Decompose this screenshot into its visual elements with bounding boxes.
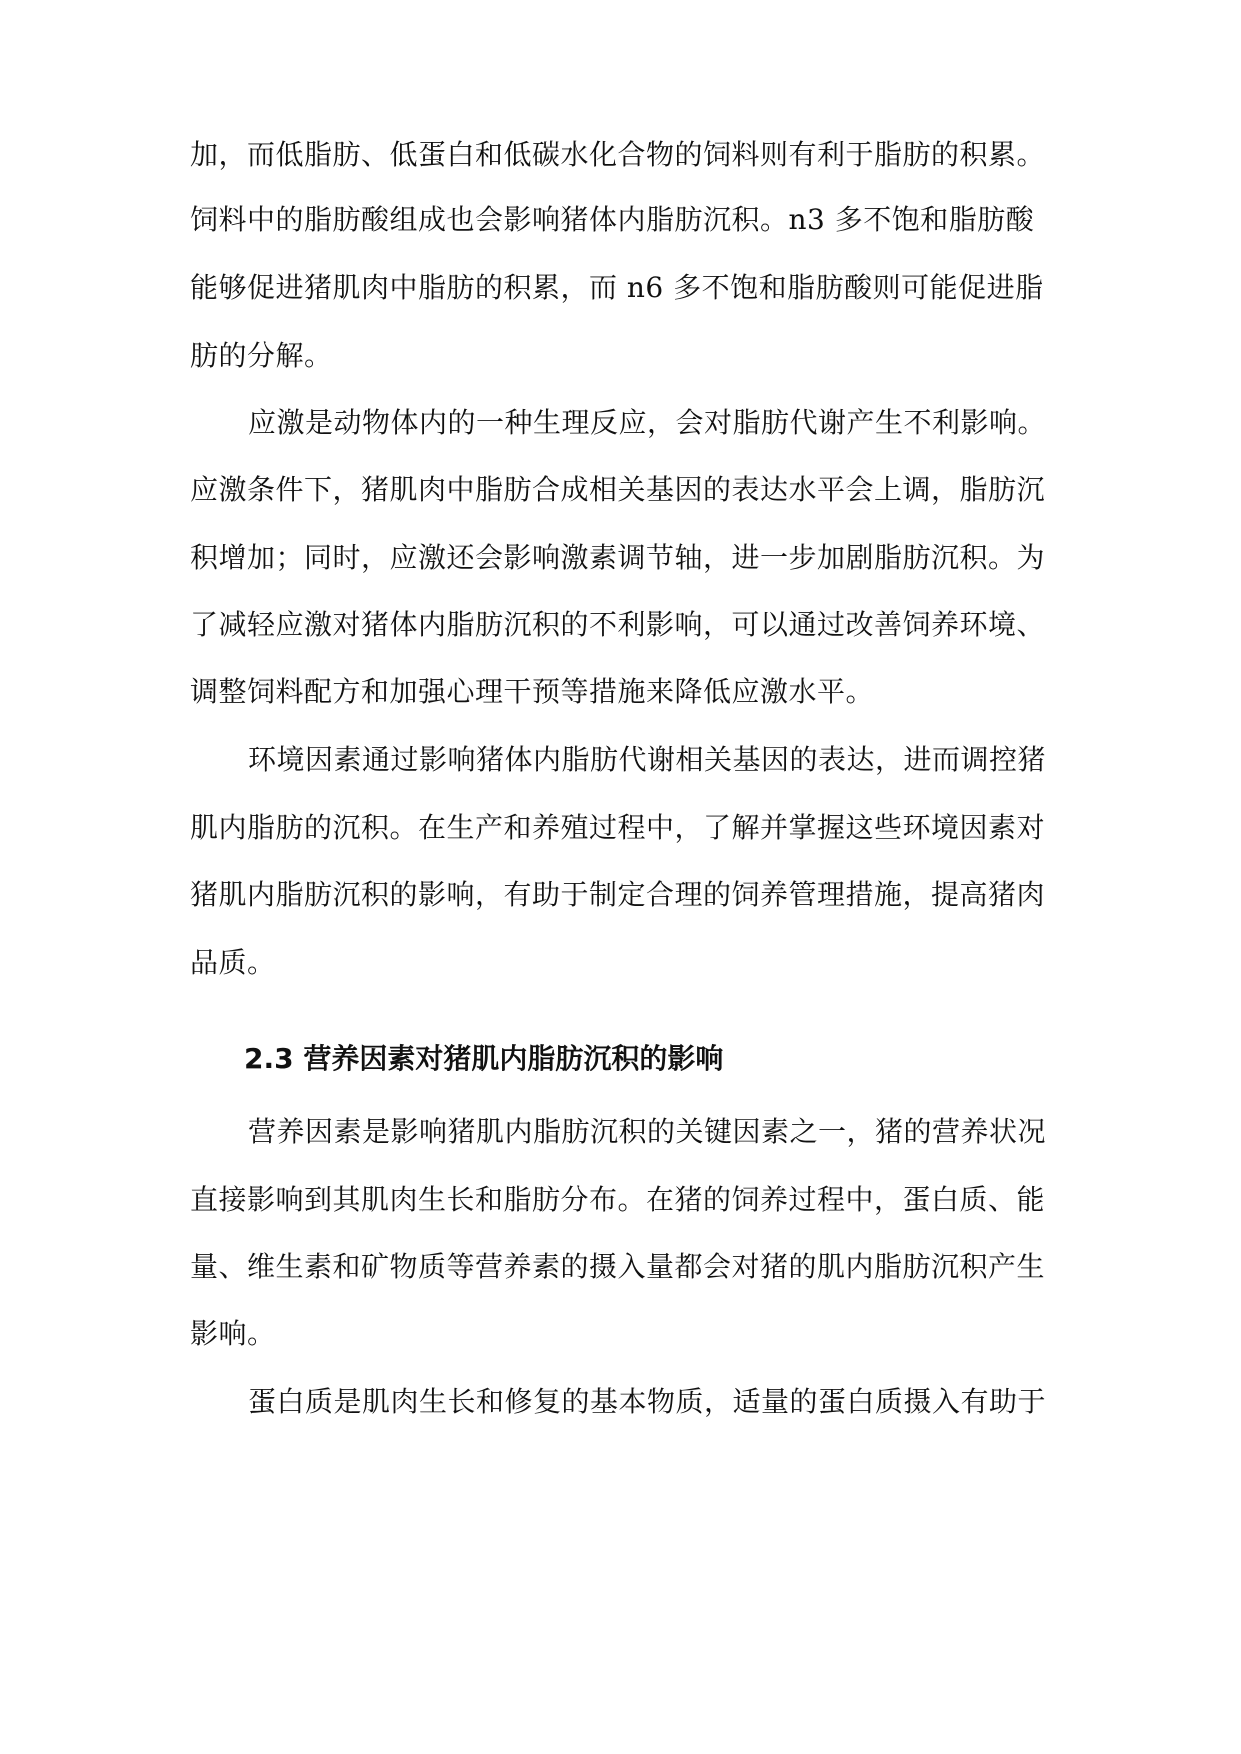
paragraph-line: 饲料中的脂肪酸组成也会影响猪体内脂肪沉积。n3 多不饱和脂肪酸: [190, 203, 1035, 236]
paragraph-line: 应激是动物体内的一种生理反应，会对脂肪代谢产生不利影响。: [248, 406, 1047, 439]
paragraph-line: 猪肌内脂肪沉积的影响，有助于制定合理的饲养管理措施，提高猪肉: [190, 878, 1046, 911]
paragraph-line: 能够促进猪肌肉中脂肪的积累，而 n6 多不饱和脂肪酸则可能促进脂: [190, 271, 1044, 304]
paragraph-line: 了减轻应激对猪体内脂肪沉积的不利影响，可以通过改善饲养环境、: [190, 608, 1046, 641]
paragraph-line: 直接影响到其肌肉生长和脂肪分布。在猪的饲养过程中，蛋白质、能: [190, 1183, 1046, 1216]
paragraph-line: 影响。: [190, 1317, 276, 1350]
paragraph-line: 加，而低脂肪、低蛋白和低碳水化合物的饲料则有利于脂肪的积累。: [190, 138, 1046, 171]
paragraph-line: 环境因素通过影响猪体内脂肪代谢相关基因的表达，进而调控猪: [248, 743, 1047, 776]
paragraph-line: 营养因素是影响猪肌内脂肪沉积的关键因素之一，猪的营养状况: [248, 1115, 1047, 1148]
section-heading: 2.3 营养因素对猪肌内脂肪沉积的影响: [244, 1042, 724, 1075]
paragraph-line: 积增加；同时，应激还会影响激素调节轴，进一步加剧脂肪沉积。为: [190, 541, 1046, 574]
paragraph-line: 肪的分解。: [190, 339, 333, 372]
paragraph-line: 调整饲料配方和加强心理干预等措施来降低应激水平。: [190, 675, 875, 708]
paragraph-line: 蛋白质是肌肉生长和修复的基本物质，适量的蛋白质摄入有助于: [248, 1385, 1047, 1418]
paragraph-line: 量、维生素和矿物质等营养素的摄入量都会对猪的肌内脂肪沉积产生: [190, 1250, 1046, 1283]
paragraph-line: 肌内脂肪的沉积。在生产和养殖过程中，了解并掌握这些环境因素对: [190, 811, 1046, 844]
paragraph-line: 应激条件下，猪肌肉中脂肪合成相关基因的表达水平会上调，脂肪沉: [190, 473, 1046, 506]
paragraph-line: 品质。: [190, 946, 276, 979]
